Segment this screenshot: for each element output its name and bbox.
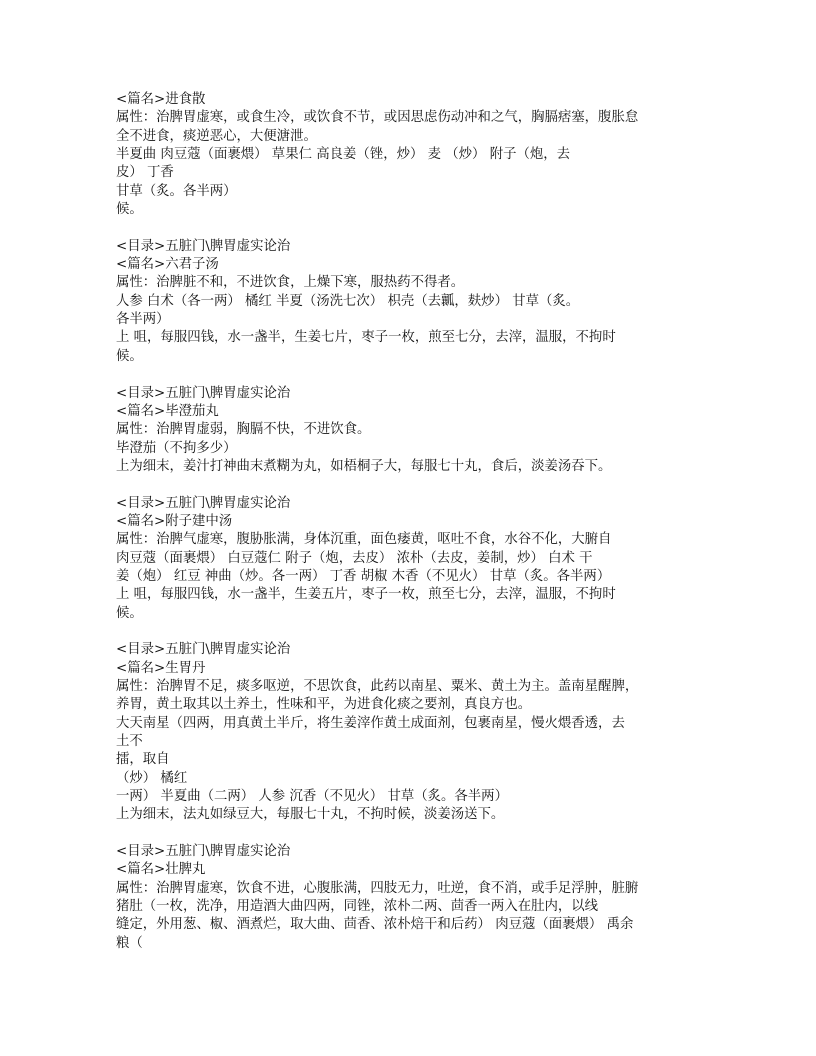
entry-title: <篇名>附子建中汤 [116,513,233,529]
entry-title: <篇名>壮脾丸 [116,862,206,878]
text-line: 甘草（炙。各半两） [116,183,237,199]
text-line: 擂，取自 [116,752,170,768]
document-page [116,91,716,972]
entry-catalog: <目录>五脏门\脾胃虚实论治 [116,495,291,511]
text-line: 上 咀，每服四钱，水一盏半，生姜五片，枣子一枚，煎至七分，去滓，温服，不拘时 [116,587,616,603]
text-line: 养胃，黄土取其以土养土，性味和平，为进食化痰之要剂，真良方也。 [116,697,532,713]
text-line: 属性：治脾气虚寒，腹胁胀满，身体沉重，面色痿黄，呕吐不食，水谷不化，大腑自 [116,532,612,548]
text-line: 上 咀，每服四钱，水一盏半，生姜七片，枣子一枚，煎至七分，去滓，温服，不拘时 [116,330,616,346]
text-line: 属性：治脾脏不和，不进饮食，上燥下寒，服热药不得者。 [116,275,465,291]
text-line: 一两） 半夏曲（二两） 人参 沉香（不见火） 甘草（炙。各半两） [116,789,508,805]
text-line: 候。 [116,605,143,621]
entry-bichengqiewan [116,385,716,477]
text-line: 属性：治脾胃虚弱，胸膈不快，不进饮食。 [116,422,371,438]
entry-shengweidan [116,641,716,824]
entry-catalog: <目录>五脏门\脾胃虚实论治 [116,844,291,860]
text-line: 属性：治脾胃虚寒，或食生冷，或饮食不节，或因思虑伤动冲和之气，胸膈痞塞，腹胀怠 [116,110,639,126]
text-line: 土不 [116,734,143,750]
text-line: 候。 [116,348,143,364]
entry-title: <篇名>毕澄茄丸 [116,403,219,419]
text-line: 属性：治脾胃虚寒，饮食不进，心腹胀满，四肢无力，吐逆，食不消，或手足浮肿，脏腑 [116,880,639,896]
entry-title: <篇名>生胃丹 [116,660,206,676]
text-line: 粮（ [116,935,143,951]
entry-fuzijianzhongtang [116,495,716,623]
text-line: 半夏曲 肉豆蔻（面裹煨） 草果仁 高良姜（锉，炒） 麦 （炒） 附子（炮，去 [116,147,571,163]
text-line: 姜（炮） 红豆 神曲（炒。各一两） 丁香 胡椒 木香（不见火） 甘草（炙。各半两） [116,568,611,584]
text-line: 猪肚（一枚，洗净，用造酒大曲四两，同锉，浓朴二两、茴香一两入在肚内，以线 [116,899,599,915]
text-line: 候。 [116,202,143,218]
entry-catalog: <目录>五脏门\脾胃虚实论治 [116,385,291,401]
text-line: 上为细末，法丸如绿豆大，每服七十丸，不拘时候，淡姜汤送下。 [116,807,505,823]
entry-title: <篇名>进食散 [116,92,206,107]
text-line: （炒） 橘红 [116,770,188,786]
text-line: 上为细末，姜汁打神曲末煮糊为丸，如梧桐子大，每服七十丸，食后，淡姜汤吞下。 [116,458,612,474]
text-line: 人参 白术（各一两） 橘红 半夏（汤洗七次） 枳壳（去瓤，麸炒） 甘草（炙。 [116,293,580,309]
entry-zhuangpiwan [116,843,716,953]
text-line: 缝定，外用葱、椒、酒煮烂，取大曲、茴香、浓朴焙干和后药） 肉豆蔻（面裹煨） 禹余 [116,917,634,933]
text-line: 各半两） [116,312,170,328]
entry-jinshisan [116,91,716,219]
text-line: 全不进食，痰逆恶心，大便溏泄。 [116,128,317,144]
text-line: 毕澄茄（不拘多少） [116,440,237,456]
text-line: 大天南星（四两，用真黄土半斤，将生姜滓作黄土成面剂，包裹南星，慢火煨香透，去 [116,715,625,731]
text-line: 属性：治脾胃不足，痰多呕逆，不思饮食，此药以南星、粟米、黄土为主。盖南星醒脾， [116,679,639,694]
text-line: 皮） 丁香 [116,165,174,181]
text-line: 肉豆蔻（面裹煨） 白豆蔻仁 附子（炮，去皮） 浓朴（去皮，姜制，炒） 白术 干 [116,550,593,566]
entry-title: <篇名>六君子汤 [116,257,219,273]
entry-catalog: <目录>五脏门\脾胃虚实论治 [116,238,291,254]
entry-liujunzitang [116,238,716,366]
entry-catalog: <目录>五脏门\脾胃虚实论治 [116,642,291,658]
